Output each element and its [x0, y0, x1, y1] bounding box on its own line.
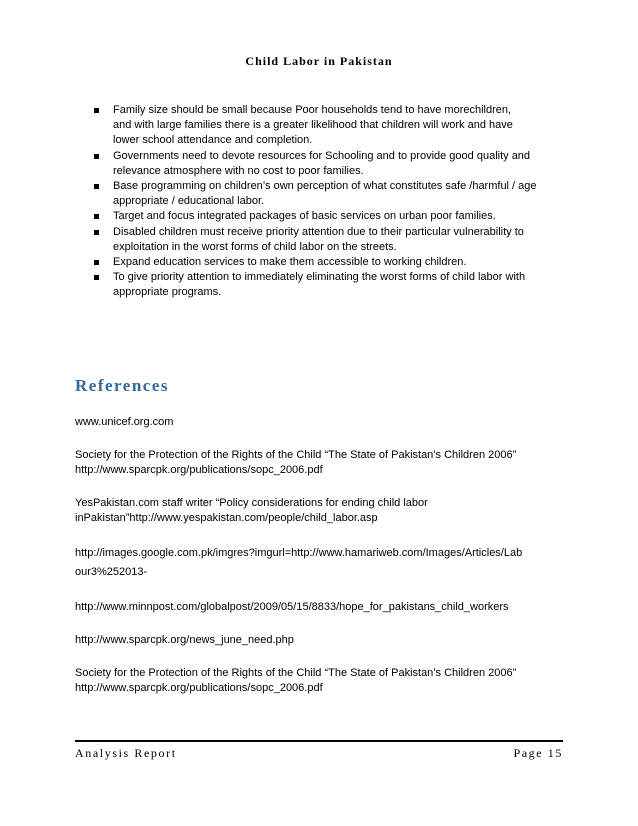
references-list	[75, 415, 565, 714]
list-item	[93, 209, 573, 224]
list-item	[93, 149, 573, 179]
square-bullet-icon	[94, 108, 99, 113]
reference-line: http://www.minnpost.com/globalpost/2009/05/15/8833/hope_for_pakistans_child_workers	[75, 601, 509, 613]
reference-line: inPakistan”http://www.yespakistan.com/people/child_labor.asp	[75, 512, 378, 524]
list-item-line: and with large families there is a greater likelihood that children will work and have	[113, 119, 513, 132]
reference-entry	[75, 448, 565, 478]
list-item-line: Base programming on children’s own perception of what constitutes safe /harmful / age	[113, 180, 537, 193]
reference-entry	[75, 415, 565, 430]
list-item-line: lower school attendance and completion.	[113, 134, 313, 147]
square-bullet-icon	[94, 184, 99, 189]
footer-divider	[75, 740, 563, 742]
list-item-line: appropriate / educational labor.	[113, 195, 265, 208]
reference-line: http://www.sparcpk.org/publications/sopc_2006.pdf	[75, 682, 323, 694]
square-bullet-icon	[94, 154, 99, 159]
reference-line: http://www.sparcpk.org/news_june_need.php	[75, 634, 294, 646]
reference-entry	[75, 600, 565, 615]
square-bullet-icon	[94, 260, 99, 265]
list-item-line: Disabled children must receive priority attention due to their particular vulnerability to	[113, 225, 524, 238]
footer-report-title: Analysis Report	[75, 746, 177, 760]
list-item	[93, 225, 573, 255]
reference-entry	[75, 666, 565, 696]
list-item-line: Governments need to devote resources for Schooling and to provide good quality and	[113, 149, 531, 162]
list-item-line: exploitation in the worst forms of child labor on the streets.	[113, 240, 397, 253]
list-item	[93, 103, 573, 149]
list-item-line: relevance atmosphere with no cost to poor families.	[113, 164, 364, 177]
references-heading: References	[75, 376, 169, 395]
reference-line: http://images.google.com.pk/imgres?imgurl=http://www.hamariweb.com/Images/Articles/Lab	[75, 547, 523, 559]
reference-line: http://www.sparcpk.org/publications/sopc_2006.pdf	[75, 464, 323, 476]
list-item-line: Expand education services to make them accessible to working children.	[113, 256, 467, 269]
list-item	[93, 179, 573, 209]
reference-line: YesPakistan.com staff writer “Policy considerations for ending child labor	[75, 497, 428, 509]
list-item-line: appropriate programs.	[113, 286, 222, 299]
footer-page-number: Page 15	[513, 746, 563, 760]
recommendations-list	[93, 103, 573, 301]
reference-entry	[75, 496, 565, 526]
square-bullet-icon	[94, 230, 99, 235]
page-header-title: Child Labor in Pakistan	[245, 54, 393, 68]
list-item	[93, 255, 573, 270]
square-bullet-icon	[94, 275, 99, 280]
square-bullet-icon	[94, 214, 99, 219]
list-item-line: Target and focus integrated packages of basic services on urban poor families.	[113, 210, 496, 223]
reference-line: www.unicef.org.com	[75, 416, 174, 428]
reference-line: Society for the Protection of the Rights of the Child “The State of Pakistan’s Children 2006”	[75, 667, 517, 679]
reference-entry	[75, 633, 565, 648]
reference-line: Society for the Protection of the Rights of the Child “The State of Pakistan’s Children 2006”	[75, 449, 517, 461]
list-item	[93, 270, 573, 300]
reference-entry	[75, 544, 565, 582]
reference-line: our3%252013-	[75, 566, 148, 578]
list-item-line: To give priority attention to immediately eliminating the worst forms of child labor with	[113, 271, 526, 284]
list-item-line: Family size should be small because Poor households tend to have morechildren,	[113, 104, 512, 116]
